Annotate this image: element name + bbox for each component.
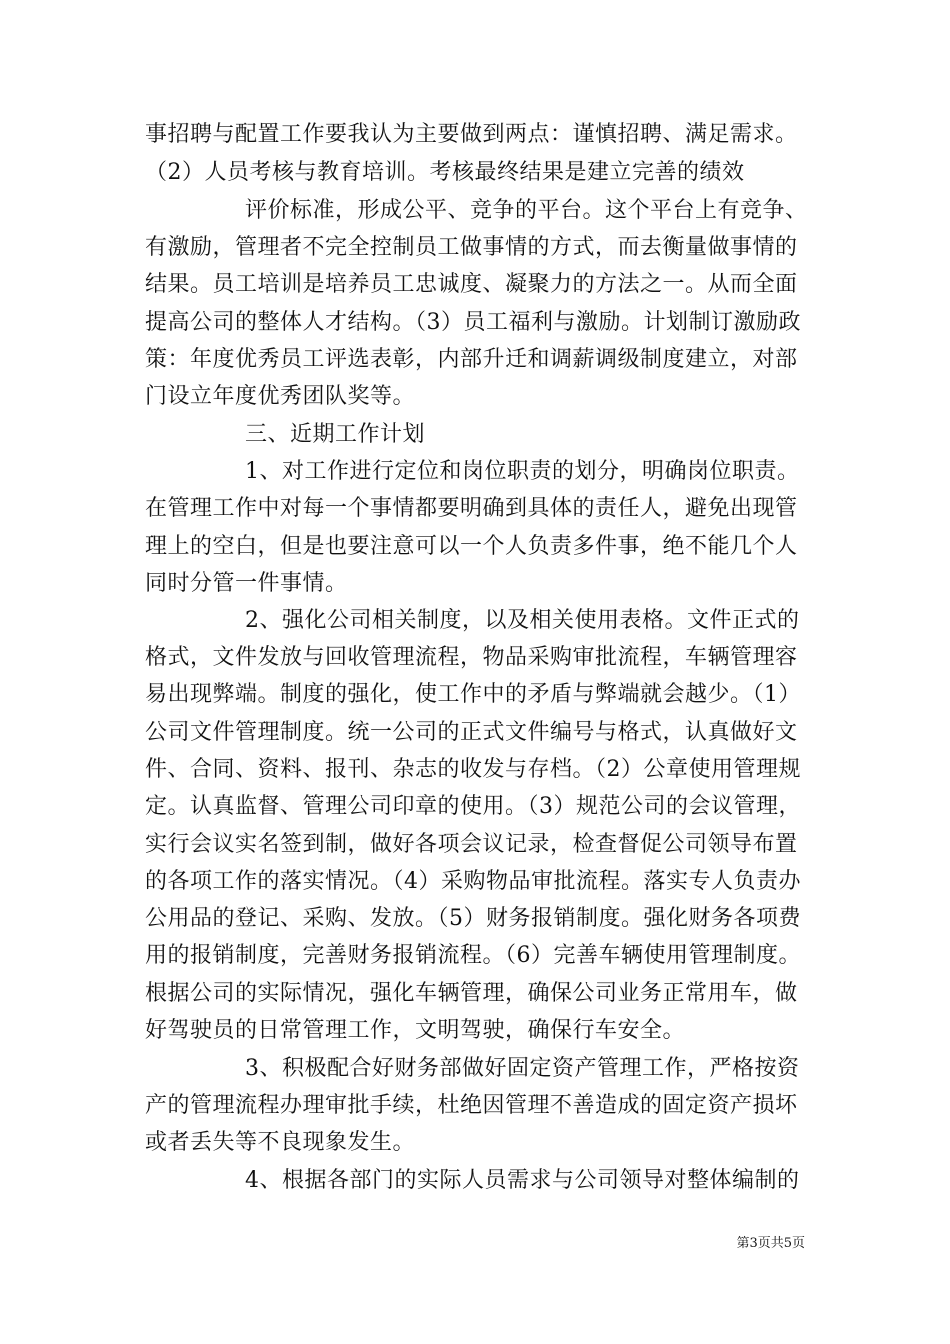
text-line: 在管理工作中对每一个事情都要明确到具体的责任人，避免出现管 xyxy=(145,496,798,521)
text-line: 好驾驶员的日常管理工作，文明驾驶，确保行车安全。 xyxy=(145,1018,686,1043)
text-line: 事招聘与配置工作要我认为主要做到两点：谨慎招聘、满足需求。 xyxy=(145,122,798,147)
text-line: 格式，文件发放与回收管理流程，物品采购审批流程，车辆管理容 xyxy=(145,645,798,670)
text-line: 公用品的登记、采购、发放。（5）财务报销制度。强化财务各项费 xyxy=(145,906,801,931)
text-line: 4、根据各部门的实际人员需求与公司领导对整体编制的 xyxy=(245,1168,800,1193)
text-line: 实行会议实名签到制，做好各项会议记录，检查督促公司领导布置 xyxy=(145,832,798,857)
section-heading: 三、近期工作计划 xyxy=(245,422,426,447)
text-line: 结果。员工培训是培养员工忠诚度、凝聚力的方法之一。从而全面 xyxy=(145,272,798,297)
text-line: 的各项工作的落实情况。（4）采购物品审批流程。落实专人负责办 xyxy=(145,869,801,894)
text-line: 有激励，管理者不完全控制员工做事情的方式，而去衡量做事情的 xyxy=(145,235,798,260)
text-line: 定。认真监督、管理公司印章的使用。（3）规范公司的会议管理， xyxy=(145,794,801,819)
text-line: 公司文件管理制度。统一公司的正式文件编号与格式，认真做好文 xyxy=(145,720,798,745)
text-line: 或者丢失等不良现象发生。 xyxy=(145,1130,416,1155)
text-line: 2、强化公司相关制度，以及相关使用表格。文件正式的 xyxy=(245,608,800,633)
text-line: 根据公司的实际情况，强化车辆管理，确保公司业务正常用车，做 xyxy=(145,981,798,1006)
text-line: 1、对工作进行定位和岗位职责的划分，明确岗位职责。 xyxy=(245,459,800,484)
text-line: 同时分管一件事情。 xyxy=(145,571,348,596)
text-line: 用的报销制度，完善财务报销流程。（6）完善车辆使用管理制度。 xyxy=(145,943,801,968)
text-line: 理上的空白，但是也要注意可以一个人负责多件事，绝不能几个人 xyxy=(145,534,798,559)
text-line: 评价标准，形成公平、竞争的平台。这个平台上有竞争、 xyxy=(245,198,808,223)
text-line: 件、合同、资料、报刊、杂志的收发与存档。（2）公章使用管理规 xyxy=(145,757,801,782)
text-line: 门设立年度优秀团队奖等。 xyxy=(145,384,416,409)
page-number: 第3页共5页 xyxy=(736,1236,805,1251)
text-line: 产的管理流程办理审批手续，杜绝因管理不善造成的固定资产损坏 xyxy=(145,1093,798,1118)
text-line: 3、积极配合好财务部做好固定资产管理工作，严格按资 xyxy=(245,1056,800,1081)
text-line: 提高公司的整体人才结构。（3）员工福利与激励。计划制订激励政 xyxy=(145,310,801,335)
text-line: （2）人员考核与教育培训。考核最终结果是建立完善的绩效 xyxy=(145,160,745,185)
text-line: 易出现弊端。制度的强化，使工作中的矛盾与弊端就会越少。（1） xyxy=(145,682,801,707)
text-line: 策：年度优秀员工评选表彰，内部升迁和调薪调级制度建立，对部 xyxy=(145,347,798,372)
